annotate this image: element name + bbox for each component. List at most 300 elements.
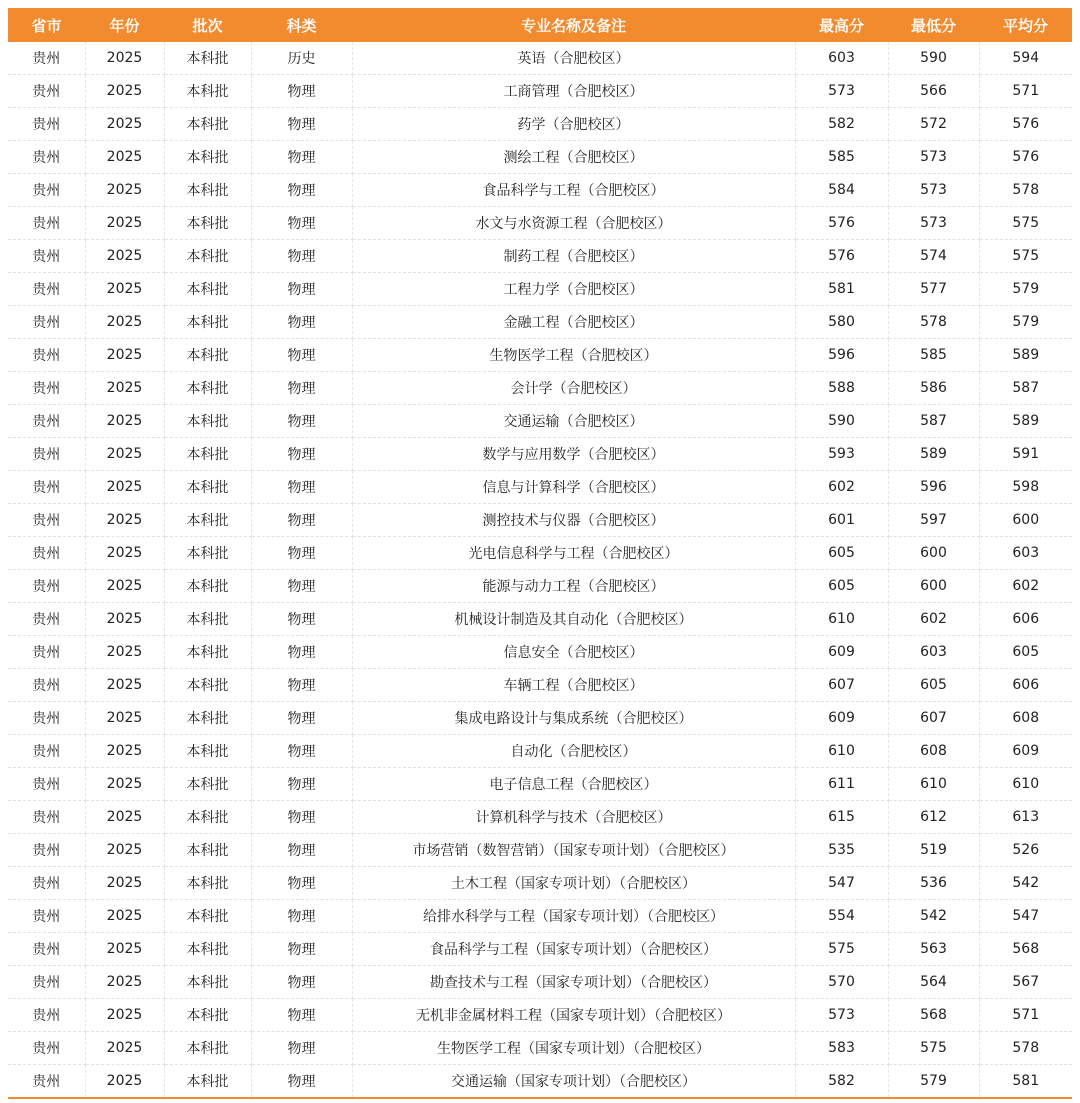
cell-subject: 物理 — [251, 207, 352, 240]
cell-major: 给排水科学与工程（国家专项计划）（合肥校区） — [352, 900, 795, 933]
cell-year: 2025 — [85, 768, 164, 801]
cell-subject: 物理 — [251, 75, 352, 108]
cell-min-score: 563 — [888, 933, 979, 966]
cell-major: 光电信息科学与工程（合肥校区） — [352, 537, 795, 570]
cell-min-score: 605 — [888, 669, 979, 702]
cell-year: 2025 — [85, 372, 164, 405]
cell-year: 2025 — [85, 273, 164, 306]
cell-subject: 物理 — [251, 405, 352, 438]
cell-batch: 本科批 — [164, 768, 251, 801]
cell-max-score: 580 — [795, 306, 888, 339]
cell-max-score: 610 — [795, 603, 888, 636]
cell-batch: 本科批 — [164, 669, 251, 702]
cell-min-score: 602 — [888, 603, 979, 636]
column-header-province: 省市 — [8, 8, 85, 42]
cell-batch: 本科批 — [164, 471, 251, 504]
cell-year: 2025 — [85, 504, 164, 537]
table-row — [8, 801, 1072, 834]
cell-max-score: 603 — [795, 42, 888, 75]
cell-major: 车辆工程（合肥校区） — [352, 669, 795, 702]
cell-min-score: 536 — [888, 867, 979, 900]
cell-year: 2025 — [85, 240, 164, 273]
cell-avg-score: 526 — [979, 834, 1072, 867]
cell-batch: 本科批 — [164, 603, 251, 636]
cell-province: 贵州 — [8, 999, 85, 1032]
cell-min-score: 573 — [888, 207, 979, 240]
cell-province: 贵州 — [8, 768, 85, 801]
cell-major: 药学（合肥校区） — [352, 108, 795, 141]
cell-avg-score: 606 — [979, 669, 1072, 702]
table-row — [8, 438, 1072, 471]
column-header-subject: 科类 — [251, 8, 352, 42]
cell-max-score: 573 — [795, 75, 888, 108]
table-row — [8, 933, 1072, 966]
cell-year: 2025 — [85, 438, 164, 471]
cell-batch: 本科批 — [164, 207, 251, 240]
cell-major: 测控技术与仪器（合肥校区） — [352, 504, 795, 537]
cell-avg-score: 594 — [979, 42, 1072, 75]
cell-max-score: 582 — [795, 108, 888, 141]
cell-max-score: 554 — [795, 900, 888, 933]
cell-subject: 物理 — [251, 933, 352, 966]
cell-subject: 物理 — [251, 504, 352, 537]
table-row — [8, 999, 1072, 1032]
cell-avg-score: 578 — [979, 1032, 1072, 1065]
cell-year: 2025 — [85, 339, 164, 372]
table-row — [8, 42, 1072, 75]
cell-year: 2025 — [85, 141, 164, 174]
cell-min-score: 586 — [888, 372, 979, 405]
cell-min-score: 607 — [888, 702, 979, 735]
cell-major: 生物医学工程（国家专项计划）（合肥校区） — [352, 1032, 795, 1065]
column-header-avg-score: 平均分 — [979, 8, 1072, 42]
cell-max-score: 615 — [795, 801, 888, 834]
cell-subject: 物理 — [251, 174, 352, 207]
table-row — [8, 834, 1072, 867]
cell-province: 贵州 — [8, 438, 85, 471]
cell-subject: 物理 — [251, 966, 352, 999]
cell-max-score: 607 — [795, 669, 888, 702]
cell-year: 2025 — [85, 801, 164, 834]
table-row — [8, 471, 1072, 504]
cell-major: 英语（合肥校区） — [352, 42, 795, 75]
cell-major: 交通运输（国家专项计划）（合肥校区） — [352, 1065, 795, 1099]
cell-subject: 物理 — [251, 438, 352, 471]
cell-year: 2025 — [85, 636, 164, 669]
cell-year: 2025 — [85, 570, 164, 603]
cell-province: 贵州 — [8, 504, 85, 537]
cell-min-score: 579 — [888, 1065, 979, 1099]
cell-max-score: 547 — [795, 867, 888, 900]
cell-batch: 本科批 — [164, 537, 251, 570]
cell-avg-score: 567 — [979, 966, 1072, 999]
cell-major: 食品科学与工程（合肥校区） — [352, 174, 795, 207]
cell-subject: 物理 — [251, 537, 352, 570]
cell-year: 2025 — [85, 999, 164, 1032]
cell-batch: 本科批 — [164, 933, 251, 966]
cell-avg-score: 589 — [979, 339, 1072, 372]
cell-min-score: 564 — [888, 966, 979, 999]
cell-batch: 本科批 — [164, 372, 251, 405]
cell-year: 2025 — [85, 174, 164, 207]
cell-major: 勘查技术与工程（国家专项计划）（合肥校区） — [352, 966, 795, 999]
cell-min-score: 608 — [888, 735, 979, 768]
cell-year: 2025 — [85, 834, 164, 867]
cell-year: 2025 — [85, 933, 164, 966]
cell-batch: 本科批 — [164, 999, 251, 1032]
table-row — [8, 240, 1072, 273]
cell-avg-score: 589 — [979, 405, 1072, 438]
cell-subject: 物理 — [251, 306, 352, 339]
cell-province: 贵州 — [8, 933, 85, 966]
cell-max-score: 611 — [795, 768, 888, 801]
header-row — [8, 8, 1072, 42]
table-row — [8, 867, 1072, 900]
cell-year: 2025 — [85, 669, 164, 702]
cell-avg-score: 610 — [979, 768, 1072, 801]
cell-batch: 本科批 — [164, 141, 251, 174]
cell-max-score: 601 — [795, 504, 888, 537]
cell-min-score: 572 — [888, 108, 979, 141]
cell-subject: 物理 — [251, 669, 352, 702]
cell-major: 信息安全（合肥校区） — [352, 636, 795, 669]
cell-subject: 物理 — [251, 1032, 352, 1065]
cell-max-score: 609 — [795, 702, 888, 735]
cell-max-score: 605 — [795, 570, 888, 603]
cell-subject: 物理 — [251, 867, 352, 900]
cell-batch: 本科批 — [164, 504, 251, 537]
admission-scores-table-container — [8, 8, 1072, 1099]
cell-min-score: 577 — [888, 273, 979, 306]
cell-max-score: 535 — [795, 834, 888, 867]
cell-max-score: 605 — [795, 537, 888, 570]
cell-major: 交通运输（合肥校区） — [352, 405, 795, 438]
table-row — [8, 669, 1072, 702]
cell-subject: 历史 — [251, 42, 352, 75]
cell-max-score: 573 — [795, 999, 888, 1032]
cell-major: 集成电路设计与集成系统（合肥校区） — [352, 702, 795, 735]
cell-max-score: 581 — [795, 273, 888, 306]
cell-major: 测绘工程（合肥校区） — [352, 141, 795, 174]
cell-subject: 物理 — [251, 999, 352, 1032]
cell-province: 贵州 — [8, 75, 85, 108]
cell-batch: 本科批 — [164, 1065, 251, 1099]
cell-province: 贵州 — [8, 702, 85, 735]
cell-batch: 本科批 — [164, 438, 251, 471]
cell-major: 机械设计制造及其自动化（合肥校区） — [352, 603, 795, 636]
cell-batch: 本科批 — [164, 1032, 251, 1065]
cell-major: 电子信息工程（合肥校区） — [352, 768, 795, 801]
cell-year: 2025 — [85, 471, 164, 504]
cell-year: 2025 — [85, 42, 164, 75]
cell-min-score: 519 — [888, 834, 979, 867]
cell-max-score: 609 — [795, 636, 888, 669]
cell-province: 贵州 — [8, 900, 85, 933]
cell-batch: 本科批 — [164, 570, 251, 603]
table-header — [8, 8, 1072, 42]
cell-avg-score: 609 — [979, 735, 1072, 768]
cell-max-score: 583 — [795, 1032, 888, 1065]
cell-province: 贵州 — [8, 966, 85, 999]
cell-subject: 物理 — [251, 834, 352, 867]
cell-subject: 物理 — [251, 240, 352, 273]
cell-avg-score: 542 — [979, 867, 1072, 900]
cell-avg-score: 575 — [979, 207, 1072, 240]
cell-subject: 物理 — [251, 636, 352, 669]
cell-max-score: 584 — [795, 174, 888, 207]
cell-major: 金融工程（合肥校区） — [352, 306, 795, 339]
cell-batch: 本科批 — [164, 735, 251, 768]
cell-avg-score: 578 — [979, 174, 1072, 207]
cell-max-score: 593 — [795, 438, 888, 471]
cell-min-score: 600 — [888, 537, 979, 570]
cell-max-score: 576 — [795, 240, 888, 273]
cell-avg-score: 547 — [979, 900, 1072, 933]
table-row — [8, 603, 1072, 636]
cell-subject: 物理 — [251, 900, 352, 933]
table-row — [8, 735, 1072, 768]
cell-year: 2025 — [85, 702, 164, 735]
cell-major: 生物医学工程（合肥校区） — [352, 339, 795, 372]
cell-year: 2025 — [85, 75, 164, 108]
cell-min-score: 568 — [888, 999, 979, 1032]
table-row — [8, 339, 1072, 372]
cell-subject: 物理 — [251, 570, 352, 603]
table-row — [8, 1065, 1072, 1099]
cell-min-score: 596 — [888, 471, 979, 504]
cell-subject: 物理 — [251, 702, 352, 735]
table-row — [8, 372, 1072, 405]
cell-max-score: 590 — [795, 405, 888, 438]
cell-batch: 本科批 — [164, 240, 251, 273]
cell-major: 水文与水资源工程（合肥校区） — [352, 207, 795, 240]
cell-avg-score: 575 — [979, 240, 1072, 273]
cell-major: 工程力学（合肥校区） — [352, 273, 795, 306]
cell-batch: 本科批 — [164, 339, 251, 372]
cell-avg-score: 591 — [979, 438, 1072, 471]
table-row — [8, 966, 1072, 999]
cell-min-score: 589 — [888, 438, 979, 471]
cell-batch: 本科批 — [164, 801, 251, 834]
cell-year: 2025 — [85, 405, 164, 438]
cell-avg-score: 606 — [979, 603, 1072, 636]
cell-min-score: 610 — [888, 768, 979, 801]
cell-subject: 物理 — [251, 108, 352, 141]
cell-max-score: 570 — [795, 966, 888, 999]
cell-province: 贵州 — [8, 405, 85, 438]
cell-batch: 本科批 — [164, 900, 251, 933]
cell-province: 贵州 — [8, 1032, 85, 1065]
cell-batch: 本科批 — [164, 867, 251, 900]
cell-major: 信息与计算科学（合肥校区） — [352, 471, 795, 504]
cell-batch: 本科批 — [164, 273, 251, 306]
cell-min-score: 603 — [888, 636, 979, 669]
cell-avg-score: 605 — [979, 636, 1072, 669]
cell-major: 工商管理（合肥校区） — [352, 75, 795, 108]
cell-major: 计算机科学与技术（合肥校区） — [352, 801, 795, 834]
cell-min-score: 612 — [888, 801, 979, 834]
table-row — [8, 504, 1072, 537]
cell-avg-score: 571 — [979, 999, 1072, 1032]
cell-major: 土木工程（国家专项计划）（合肥校区） — [352, 867, 795, 900]
cell-province: 贵州 — [8, 174, 85, 207]
cell-avg-score: 587 — [979, 372, 1072, 405]
cell-min-score: 587 — [888, 405, 979, 438]
cell-province: 贵州 — [8, 372, 85, 405]
cell-min-score: 578 — [888, 306, 979, 339]
cell-subject: 物理 — [251, 735, 352, 768]
cell-avg-score: 568 — [979, 933, 1072, 966]
cell-min-score: 573 — [888, 141, 979, 174]
cell-avg-score: 579 — [979, 306, 1072, 339]
cell-province: 贵州 — [8, 669, 85, 702]
cell-subject: 物理 — [251, 768, 352, 801]
cell-province: 贵州 — [8, 537, 85, 570]
table-row — [8, 768, 1072, 801]
cell-province: 贵州 — [8, 273, 85, 306]
cell-avg-score: 576 — [979, 141, 1072, 174]
cell-subject: 物理 — [251, 372, 352, 405]
cell-province: 贵州 — [8, 735, 85, 768]
column-header-min-score: 最低分 — [888, 8, 979, 42]
cell-batch: 本科批 — [164, 42, 251, 75]
cell-min-score: 590 — [888, 42, 979, 75]
cell-batch: 本科批 — [164, 636, 251, 669]
cell-major: 会计学（合肥校区） — [352, 372, 795, 405]
column-header-max-score: 最高分 — [795, 8, 888, 42]
cell-min-score: 585 — [888, 339, 979, 372]
cell-province: 贵州 — [8, 603, 85, 636]
cell-avg-score: 579 — [979, 273, 1072, 306]
cell-major: 食品科学与工程（国家专项计划）（合肥校区） — [352, 933, 795, 966]
cell-province: 贵州 — [8, 306, 85, 339]
cell-year: 2025 — [85, 867, 164, 900]
cell-subject: 物理 — [251, 801, 352, 834]
table-row — [8, 636, 1072, 669]
cell-max-score: 596 — [795, 339, 888, 372]
table-row — [8, 570, 1072, 603]
cell-province: 贵州 — [8, 108, 85, 141]
cell-max-score: 588 — [795, 372, 888, 405]
cell-year: 2025 — [85, 1032, 164, 1065]
cell-batch: 本科批 — [164, 966, 251, 999]
table-row — [8, 306, 1072, 339]
cell-min-score: 566 — [888, 75, 979, 108]
table-row — [8, 273, 1072, 306]
table-row — [8, 108, 1072, 141]
column-header-year: 年份 — [85, 8, 164, 42]
cell-avg-score: 608 — [979, 702, 1072, 735]
table-row — [8, 174, 1072, 207]
cell-major: 自动化（合肥校区） — [352, 735, 795, 768]
cell-province: 贵州 — [8, 141, 85, 174]
table-row — [8, 702, 1072, 735]
cell-batch: 本科批 — [164, 174, 251, 207]
cell-subject: 物理 — [251, 603, 352, 636]
column-header-batch: 批次 — [164, 8, 251, 42]
cell-subject: 物理 — [251, 471, 352, 504]
cell-province: 贵州 — [8, 42, 85, 75]
cell-province: 贵州 — [8, 801, 85, 834]
admission-scores-table — [8, 8, 1072, 1099]
cell-province: 贵州 — [8, 570, 85, 603]
column-header-major: 专业名称及备注 — [352, 8, 795, 42]
cell-province: 贵州 — [8, 867, 85, 900]
cell-avg-score: 603 — [979, 537, 1072, 570]
table-row — [8, 75, 1072, 108]
cell-batch: 本科批 — [164, 405, 251, 438]
cell-min-score: 542 — [888, 900, 979, 933]
cell-year: 2025 — [85, 108, 164, 141]
cell-subject: 物理 — [251, 339, 352, 372]
cell-year: 2025 — [85, 603, 164, 636]
cell-year: 2025 — [85, 1065, 164, 1099]
cell-min-score: 574 — [888, 240, 979, 273]
cell-province: 贵州 — [8, 339, 85, 372]
cell-year: 2025 — [85, 537, 164, 570]
table-row — [8, 1032, 1072, 1065]
table-row — [8, 141, 1072, 174]
cell-major: 无机非金属材料工程（国家专项计划）（合肥校区） — [352, 999, 795, 1032]
cell-major: 市场营销（数智营销）（国家专项计划）（合肥校区） — [352, 834, 795, 867]
table-row — [8, 537, 1072, 570]
cell-avg-score: 600 — [979, 504, 1072, 537]
table-body — [8, 42, 1072, 1098]
cell-min-score: 573 — [888, 174, 979, 207]
cell-year: 2025 — [85, 966, 164, 999]
cell-batch: 本科批 — [164, 306, 251, 339]
table-row — [8, 900, 1072, 933]
cell-min-score: 600 — [888, 570, 979, 603]
cell-year: 2025 — [85, 735, 164, 768]
cell-max-score: 602 — [795, 471, 888, 504]
cell-major: 能源与动力工程（合肥校区） — [352, 570, 795, 603]
cell-year: 2025 — [85, 900, 164, 933]
cell-min-score: 597 — [888, 504, 979, 537]
cell-subject: 物理 — [251, 1065, 352, 1099]
cell-avg-score: 598 — [979, 471, 1072, 504]
cell-max-score: 575 — [795, 933, 888, 966]
cell-province: 贵州 — [8, 636, 85, 669]
cell-max-score: 576 — [795, 207, 888, 240]
cell-province: 贵州 — [8, 1065, 85, 1099]
cell-max-score: 610 — [795, 735, 888, 768]
cell-avg-score: 613 — [979, 801, 1072, 834]
cell-max-score: 585 — [795, 141, 888, 174]
cell-avg-score: 571 — [979, 75, 1072, 108]
cell-max-score: 582 — [795, 1065, 888, 1099]
cell-batch: 本科批 — [164, 75, 251, 108]
table-row — [8, 207, 1072, 240]
cell-province: 贵州 — [8, 240, 85, 273]
cell-batch: 本科批 — [164, 108, 251, 141]
cell-year: 2025 — [85, 306, 164, 339]
cell-subject: 物理 — [251, 141, 352, 174]
cell-province: 贵州 — [8, 834, 85, 867]
cell-major: 数学与应用数学（合肥校区） — [352, 438, 795, 471]
cell-province: 贵州 — [8, 207, 85, 240]
cell-batch: 本科批 — [164, 834, 251, 867]
cell-avg-score: 576 — [979, 108, 1072, 141]
cell-batch: 本科批 — [164, 702, 251, 735]
cell-year: 2025 — [85, 207, 164, 240]
cell-min-score: 575 — [888, 1032, 979, 1065]
cell-province: 贵州 — [8, 471, 85, 504]
cell-avg-score: 602 — [979, 570, 1072, 603]
table-row — [8, 405, 1072, 438]
cell-subject: 物理 — [251, 273, 352, 306]
cell-avg-score: 581 — [979, 1065, 1072, 1099]
